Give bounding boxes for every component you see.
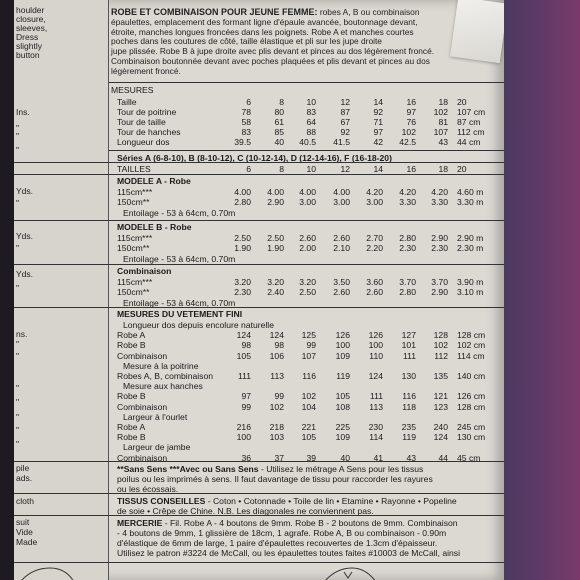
row-value: 18 <box>438 97 448 107</box>
mesures-row <box>109 97 504 107</box>
rule-line <box>14 307 504 308</box>
background-left <box>0 0 14 580</box>
row-value: 99 <box>306 340 316 351</box>
row-label: 115cm*** <box>117 233 153 243</box>
description-line: poches dans les coutures de côté, taille élastique et pli sur les jupe droite <box>111 36 382 47</box>
row-value: 3.00 <box>299 197 316 207</box>
row-label: Robe B <box>117 391 146 402</box>
row-value: 2.60 <box>366 287 383 297</box>
row-value: 37 <box>274 452 284 463</box>
garment-sketch-edge <box>14 564 504 580</box>
row-label: Tour de poitrine <box>117 107 177 117</box>
row-label: 150cm** <box>117 243 150 253</box>
finished-subheading: Longueur dos depuis encolure naturelle <box>123 320 274 330</box>
description-line: étroite, manches longues froncées dans les poignets. Robe A et manches courtes <box>111 26 414 37</box>
rule-line <box>109 82 504 83</box>
row-value: 126 cm <box>457 391 486 402</box>
strip-label: " <box>16 425 20 435</box>
row-value: 128 cm <box>457 401 486 412</box>
row-value: 76 <box>406 117 416 127</box>
row-value: 3.60 <box>366 277 383 287</box>
row-value: 114 <box>369 432 383 443</box>
strip-label: " <box>16 412 20 422</box>
section-title: MODELE B - Robe <box>117 222 192 232</box>
row-value: 140 cm <box>457 371 486 381</box>
finished-subheading: Largeur à l'ourlet <box>123 411 188 422</box>
row-value: 2.30 <box>431 243 448 253</box>
strip-label: ads. <box>16 473 33 483</box>
row-value: 3.70 <box>399 277 416 287</box>
notes-line: ou les écossais. <box>117 484 179 494</box>
row-value: 2.40 <box>267 287 284 297</box>
strip-label: slightly <box>16 41 42 51</box>
row-value: 108 <box>335 401 350 412</box>
row-value: 10 <box>306 164 316 174</box>
row-value: 130 cm <box>457 432 486 443</box>
strip-label: " <box>16 397 20 407</box>
finished-row <box>109 422 504 432</box>
row-label: Tour de hanches <box>117 127 181 137</box>
row-value: 41.5 <box>333 137 350 147</box>
row-value: 106 <box>269 350 284 361</box>
yardage-row <box>109 197 504 207</box>
row-value: 80 <box>274 107 284 117</box>
row-value: 119 <box>336 371 350 381</box>
row-value: 2.50 <box>299 287 316 297</box>
row-value: 16 <box>406 164 416 174</box>
fabrics-title: TISSUS CONSEILLES <box>117 496 206 506</box>
row-value: 109 <box>335 432 350 443</box>
row-value: 102 <box>433 107 448 117</box>
finished-measurements-title: MESURES DU VETEMENT FINI <box>117 309 243 319</box>
row-value: 111 <box>369 391 383 402</box>
row-label: 150cm** <box>117 287 150 297</box>
row-value: 2.30 <box>234 287 251 297</box>
row-value: 10 <box>306 97 316 107</box>
row-value: 119 <box>402 432 416 443</box>
row-value: 81 <box>438 117 448 127</box>
description-title-rest: robes A, B ou combinaison <box>317 7 420 17</box>
row-value: 110 <box>369 350 383 361</box>
row-value: 121 <box>433 391 448 402</box>
notions-line <box>117 518 458 528</box>
row-value: 127 <box>401 330 416 341</box>
row-value: 135 <box>433 371 448 381</box>
row-value: 3.20 <box>299 277 316 287</box>
row-label: Taille <box>117 97 137 107</box>
row-value: 20 <box>457 97 467 107</box>
row-value: 87 cm <box>457 117 481 127</box>
finished-row <box>109 330 504 340</box>
finished-row <box>109 340 504 350</box>
row-value: 2.10 <box>333 243 350 253</box>
row-value: 126 <box>335 330 350 341</box>
row-value: 41 <box>373 452 383 463</box>
strip-label: " <box>16 198 20 208</box>
row-value: 44 cm <box>457 137 481 147</box>
strip-label: Yds. <box>16 269 34 279</box>
row-label: Robe B <box>117 340 146 351</box>
row-value: 2.60 <box>333 233 350 243</box>
row-value: 102 <box>401 127 416 137</box>
row-value: 130 <box>401 371 416 381</box>
row-value: 2.00 <box>299 243 316 253</box>
row-value: 4.00 <box>333 187 350 197</box>
row-value: 6 <box>246 97 251 107</box>
row-value: 2.60 <box>333 287 350 297</box>
row-value: 42 <box>373 137 383 147</box>
strip-label: " <box>16 243 20 253</box>
row-value: 1.90 <box>267 243 284 253</box>
row-value: 8 <box>279 97 284 107</box>
row-value: 4.00 <box>299 187 316 197</box>
row-value: 92 <box>340 127 350 137</box>
row-value: 2.60 <box>299 233 316 243</box>
description-line: jupe plissée. Robe B à jupe droite avec plis devant et pinces au dos légèrement froncé. <box>111 46 435 57</box>
row-value: 39.5 <box>234 137 251 147</box>
row-value: 3.30 <box>431 197 448 207</box>
yardage-row <box>109 287 504 297</box>
row-value: 2.90 <box>431 287 448 297</box>
strip-label: houlder <box>16 5 45 15</box>
row-value: 104 <box>301 401 316 412</box>
notes-text: - Utilisez le métrage A Sens pour les tissus <box>258 464 424 474</box>
strip-label: ns. <box>16 329 28 339</box>
row-value: 43 <box>406 452 416 463</box>
row-value: 67 <box>340 117 350 127</box>
row-value: 64 <box>306 117 316 127</box>
row-value: 111 <box>402 350 416 361</box>
rule-line <box>14 515 504 516</box>
rule-line <box>109 150 504 151</box>
section-title: Combinaison <box>117 266 172 276</box>
mesures-row <box>109 117 504 127</box>
row-label: 150cm** <box>117 197 150 207</box>
row-value: 88 <box>306 127 316 137</box>
row-value: 103 <box>269 432 284 443</box>
row-value: 2.80 <box>399 287 416 297</box>
row-value: 83 <box>241 127 251 137</box>
row-value: 2.90 <box>431 233 448 243</box>
row-value: 2.30 m <box>457 243 484 253</box>
row-value: 235 <box>401 422 416 432</box>
row-value: 124 <box>269 330 284 341</box>
row-value: 87 <box>340 107 350 117</box>
row-value: 12 <box>340 164 350 174</box>
row-value: 118 <box>402 401 416 412</box>
row-value: 2.90 m <box>457 233 484 243</box>
row-value: 3.30 m <box>457 197 484 207</box>
row-value: 43 <box>438 137 448 147</box>
row-value: 102 <box>433 340 448 351</box>
pattern-envelope-back <box>14 0 504 580</box>
row-value: 36 <box>241 452 251 463</box>
finished-subheading: Largeur de jambe <box>123 442 191 453</box>
row-label: 115cm*** <box>117 277 153 287</box>
row-value: 105 <box>301 432 316 443</box>
row-value: 1.90 <box>234 243 251 253</box>
row-value: 124 <box>368 371 383 381</box>
row-label: Robe B <box>117 432 146 443</box>
row-value: 99 <box>274 391 284 402</box>
finished-row <box>109 351 504 361</box>
strip-label: button <box>16 50 40 60</box>
strip-label: " <box>16 383 20 393</box>
rule-line <box>14 264 504 265</box>
row-value: 42.5 <box>399 137 416 147</box>
french-column <box>109 0 504 580</box>
strip-label: " <box>16 351 20 361</box>
row-value: 20 <box>457 164 467 174</box>
finished-row <box>109 432 504 442</box>
row-value: 2.80 <box>399 233 416 243</box>
rule-line <box>14 493 504 494</box>
row-value: 14 <box>373 164 383 174</box>
row-label: Combinaison <box>117 350 168 361</box>
row-value: 2.80 <box>234 197 251 207</box>
row-value: 2.50 <box>234 233 251 243</box>
row-value: 3.50 <box>333 277 350 287</box>
finished-subheading: Mesure aux hanches <box>123 381 203 392</box>
row-value: 2.20 <box>366 243 383 253</box>
strip-label: Yds. <box>16 231 34 241</box>
fabrics-line <box>117 496 457 506</box>
row-value: 112 cm <box>457 127 485 137</box>
row-value: 4.20 <box>431 187 448 197</box>
interfacing-line: Entoilage - 53 à 64cm, 0.70m <box>123 298 236 308</box>
row-value: 6 <box>246 164 251 174</box>
row-value: 92 <box>373 107 383 117</box>
row-value: 3.30 <box>399 197 416 207</box>
row-value: 126 <box>368 330 383 341</box>
notions-line: - 4 boutons de 9mm, 1 glissière de 18cm, 1 agrafe. Robe A, B ou combinaison - 0.90m <box>117 528 447 538</box>
row-label: Robes A, B, combinaison <box>117 371 214 381</box>
strip-label: " <box>16 439 20 449</box>
row-value: 78 <box>241 107 251 117</box>
row-value: 245 cm <box>457 422 486 432</box>
description-line: Combinaison boutonnée devant avec poches plaquées et plis devant et pinces au dos <box>111 55 430 66</box>
row-value: 71 <box>373 117 383 127</box>
tailles-row <box>109 164 504 174</box>
finished-row <box>109 391 504 401</box>
row-value: 3.70 <box>431 277 448 287</box>
row-value: 107 cm <box>457 107 486 117</box>
row-value: 2.90 <box>267 197 284 207</box>
row-value: 8 <box>279 164 284 174</box>
row-value: 114 cm <box>457 350 485 361</box>
strip-label: Vide <box>16 527 33 537</box>
row-value: 116 <box>402 391 416 402</box>
rule-line <box>14 174 504 175</box>
strip-label: " <box>16 283 20 293</box>
strip-label: closure, <box>16 14 46 24</box>
strip-label: cloth <box>16 496 34 506</box>
notions-title: MERCERIE <box>117 518 163 528</box>
row-label: Longueur dos <box>117 137 170 147</box>
strip-label: " <box>16 131 20 141</box>
row-value: 2.70 <box>366 233 383 243</box>
strip-label: " <box>16 123 20 133</box>
row-value: 105 <box>335 391 350 402</box>
strip-label: pile <box>16 463 30 473</box>
row-value: 40.5 <box>299 137 316 147</box>
row-value: 40 <box>340 452 350 463</box>
mesures-row <box>109 137 504 147</box>
row-value: 4.20 <box>399 187 416 197</box>
row-value: 2.50 <box>267 233 284 243</box>
row-value: 111 <box>237 371 251 381</box>
notions-text: - Fil. Robe A - 4 boutons de 9mm. Robe B - 2 boutons de 9mm. Combinaison <box>162 518 458 528</box>
row-value: 107 <box>301 350 316 361</box>
fabrics-line: de soie • Crêpe de Chine. N.B. Les diagonales ne conviennent pas. <box>117 506 374 516</box>
row-value: 113 <box>270 371 284 381</box>
finished-subheading: Mesure à la poitrine <box>123 360 199 371</box>
fabrics-text: - Coton • Cotonnade • Toile de lin • Etamine • Rayonne • Popeline <box>205 496 457 506</box>
row-value: 240 <box>433 422 448 432</box>
section-title: MODELE A - Robe <box>117 176 191 186</box>
row-value: 44 <box>438 452 448 463</box>
row-value: 83 <box>306 107 316 117</box>
interfacing-line: Entoilage - 53 à 64cm, 0.70m <box>123 208 236 218</box>
strip-label: Yds. <box>16 186 34 196</box>
yardage-row <box>109 233 504 243</box>
row-value: 3.00 <box>333 197 350 207</box>
finished-row <box>109 371 504 381</box>
row-value: 113 <box>369 401 383 412</box>
row-value: 39 <box>306 452 316 463</box>
row-value: 100 <box>236 432 251 443</box>
row-value: 124 <box>236 330 251 341</box>
rule-line <box>14 562 504 563</box>
row-value: 18 <box>438 164 448 174</box>
interfacing-line: Entoilage - 53 à 64cm, 0.70m <box>123 254 236 264</box>
yardage-row <box>109 243 504 253</box>
description-line: légèrement froncé. <box>111 65 181 76</box>
row-value: 124 <box>433 432 448 443</box>
row-value: 3.20 <box>267 277 284 287</box>
row-value: 4.00 <box>267 187 284 197</box>
strip-label: Dress <box>16 32 39 42</box>
finished-row <box>109 402 504 412</box>
notions-line: d'élastique de 6mm de large, 1 paire d'épaulettes recouvertes de 1.3cm d'épaisseur. <box>117 538 438 548</box>
notes-avec-sens: ***Avec ou Sans Sens <box>167 464 259 474</box>
row-value: 128 <box>433 330 448 341</box>
row-value: 128 cm <box>457 330 486 341</box>
row-value: 99 <box>241 401 251 412</box>
row-value: 97 <box>241 391 251 402</box>
strip-label: Made <box>16 537 38 547</box>
row-value: 3.00 <box>366 197 383 207</box>
row-value: 3.10 m <box>457 287 484 297</box>
strip-label: " <box>16 145 20 155</box>
row-value: 100 <box>335 340 350 351</box>
row-label: Tour de taille <box>117 117 166 127</box>
background-fabric <box>500 0 580 580</box>
description-paragraph <box>111 8 501 77</box>
rule-line <box>14 162 504 163</box>
notes-sans-sens: **Sans Sens <box>117 464 168 474</box>
row-value: 45 cm <box>457 452 481 463</box>
row-value: 61 <box>274 117 284 127</box>
row-value: 4.20 <box>366 187 383 197</box>
row-value: 225 <box>335 422 350 432</box>
row-value: 3.20 <box>234 277 251 287</box>
row-label: Combinaison <box>117 401 168 412</box>
row-value: 98 <box>274 340 284 351</box>
row-value: 16 <box>406 97 416 107</box>
row-value: 14 <box>373 97 383 107</box>
row-label: Combinaison <box>117 452 168 463</box>
row-value: 102 <box>269 401 284 412</box>
row-value: 109 <box>335 350 350 361</box>
row-value: 123 <box>433 401 448 412</box>
yardage-row <box>109 277 504 287</box>
strip-label: " <box>16 339 20 349</box>
notions-line: Utilisez le patron #3224 de McCall, ou les épaulettes toutes faites #10003 de McCall, ainsi <box>117 548 460 558</box>
row-value: 97 <box>406 107 416 117</box>
strip-label: Ins. <box>16 107 30 117</box>
mesures-row <box>109 127 504 137</box>
row-label: 115cm*** <box>117 187 153 197</box>
row-value: 2.30 <box>399 243 416 253</box>
row-label: Robe A <box>117 330 146 341</box>
row-label: Robe A <box>117 422 146 432</box>
row-value: 221 <box>301 422 316 432</box>
rule-line <box>14 220 504 221</box>
row-value: 4.00 <box>234 187 251 197</box>
row-value: 3.90 m <box>457 277 484 287</box>
row-value: 107 <box>433 127 448 137</box>
mesures-header: MESURES <box>111 85 154 95</box>
row-value: 97 <box>373 127 383 137</box>
row-label: TAILLES <box>117 164 151 174</box>
row-value: 105 <box>236 350 251 361</box>
row-value: 230 <box>368 422 383 432</box>
series-line: Séries A (6-8-10), B (8-10-12), C (10-12-14), D (12-14-16), F (16-18-20) <box>117 153 392 163</box>
row-value: 112 <box>434 350 448 361</box>
row-value: 4.60 m <box>457 187 484 197</box>
row-value: 58 <box>241 117 251 127</box>
rule-line <box>14 461 504 462</box>
row-value: 98 <box>241 340 251 351</box>
row-value: 101 <box>401 340 416 351</box>
row-value: 40 <box>274 137 284 147</box>
description-line: épaulettes, emplacement des formant ligne d'épaule avancée, boutonnage devant, <box>111 16 418 27</box>
notes-line <box>117 464 423 474</box>
row-value: 12 <box>340 97 350 107</box>
row-value: 116 <box>302 371 316 381</box>
mesures-row <box>109 107 504 117</box>
row-value: 102 cm <box>457 340 486 351</box>
row-value: 125 <box>301 330 316 341</box>
row-value: 218 <box>269 422 284 432</box>
row-value: 102 <box>301 391 316 402</box>
strip-label: suit <box>16 517 30 527</box>
row-value: 85 <box>274 127 284 137</box>
row-value: 100 <box>368 340 383 351</box>
strip-label: sleeves, <box>16 23 48 33</box>
notes-line: poilus ou les imprimés à sens. Il faut davantage de tissu pour raccorder les rayures <box>117 474 433 484</box>
description-title: ROBE ET COMBINAISON POUR JEUNE FEMME: <box>111 7 318 17</box>
tape-piece <box>450 0 504 63</box>
yardage-row <box>109 187 504 197</box>
row-value: 216 <box>236 422 251 432</box>
